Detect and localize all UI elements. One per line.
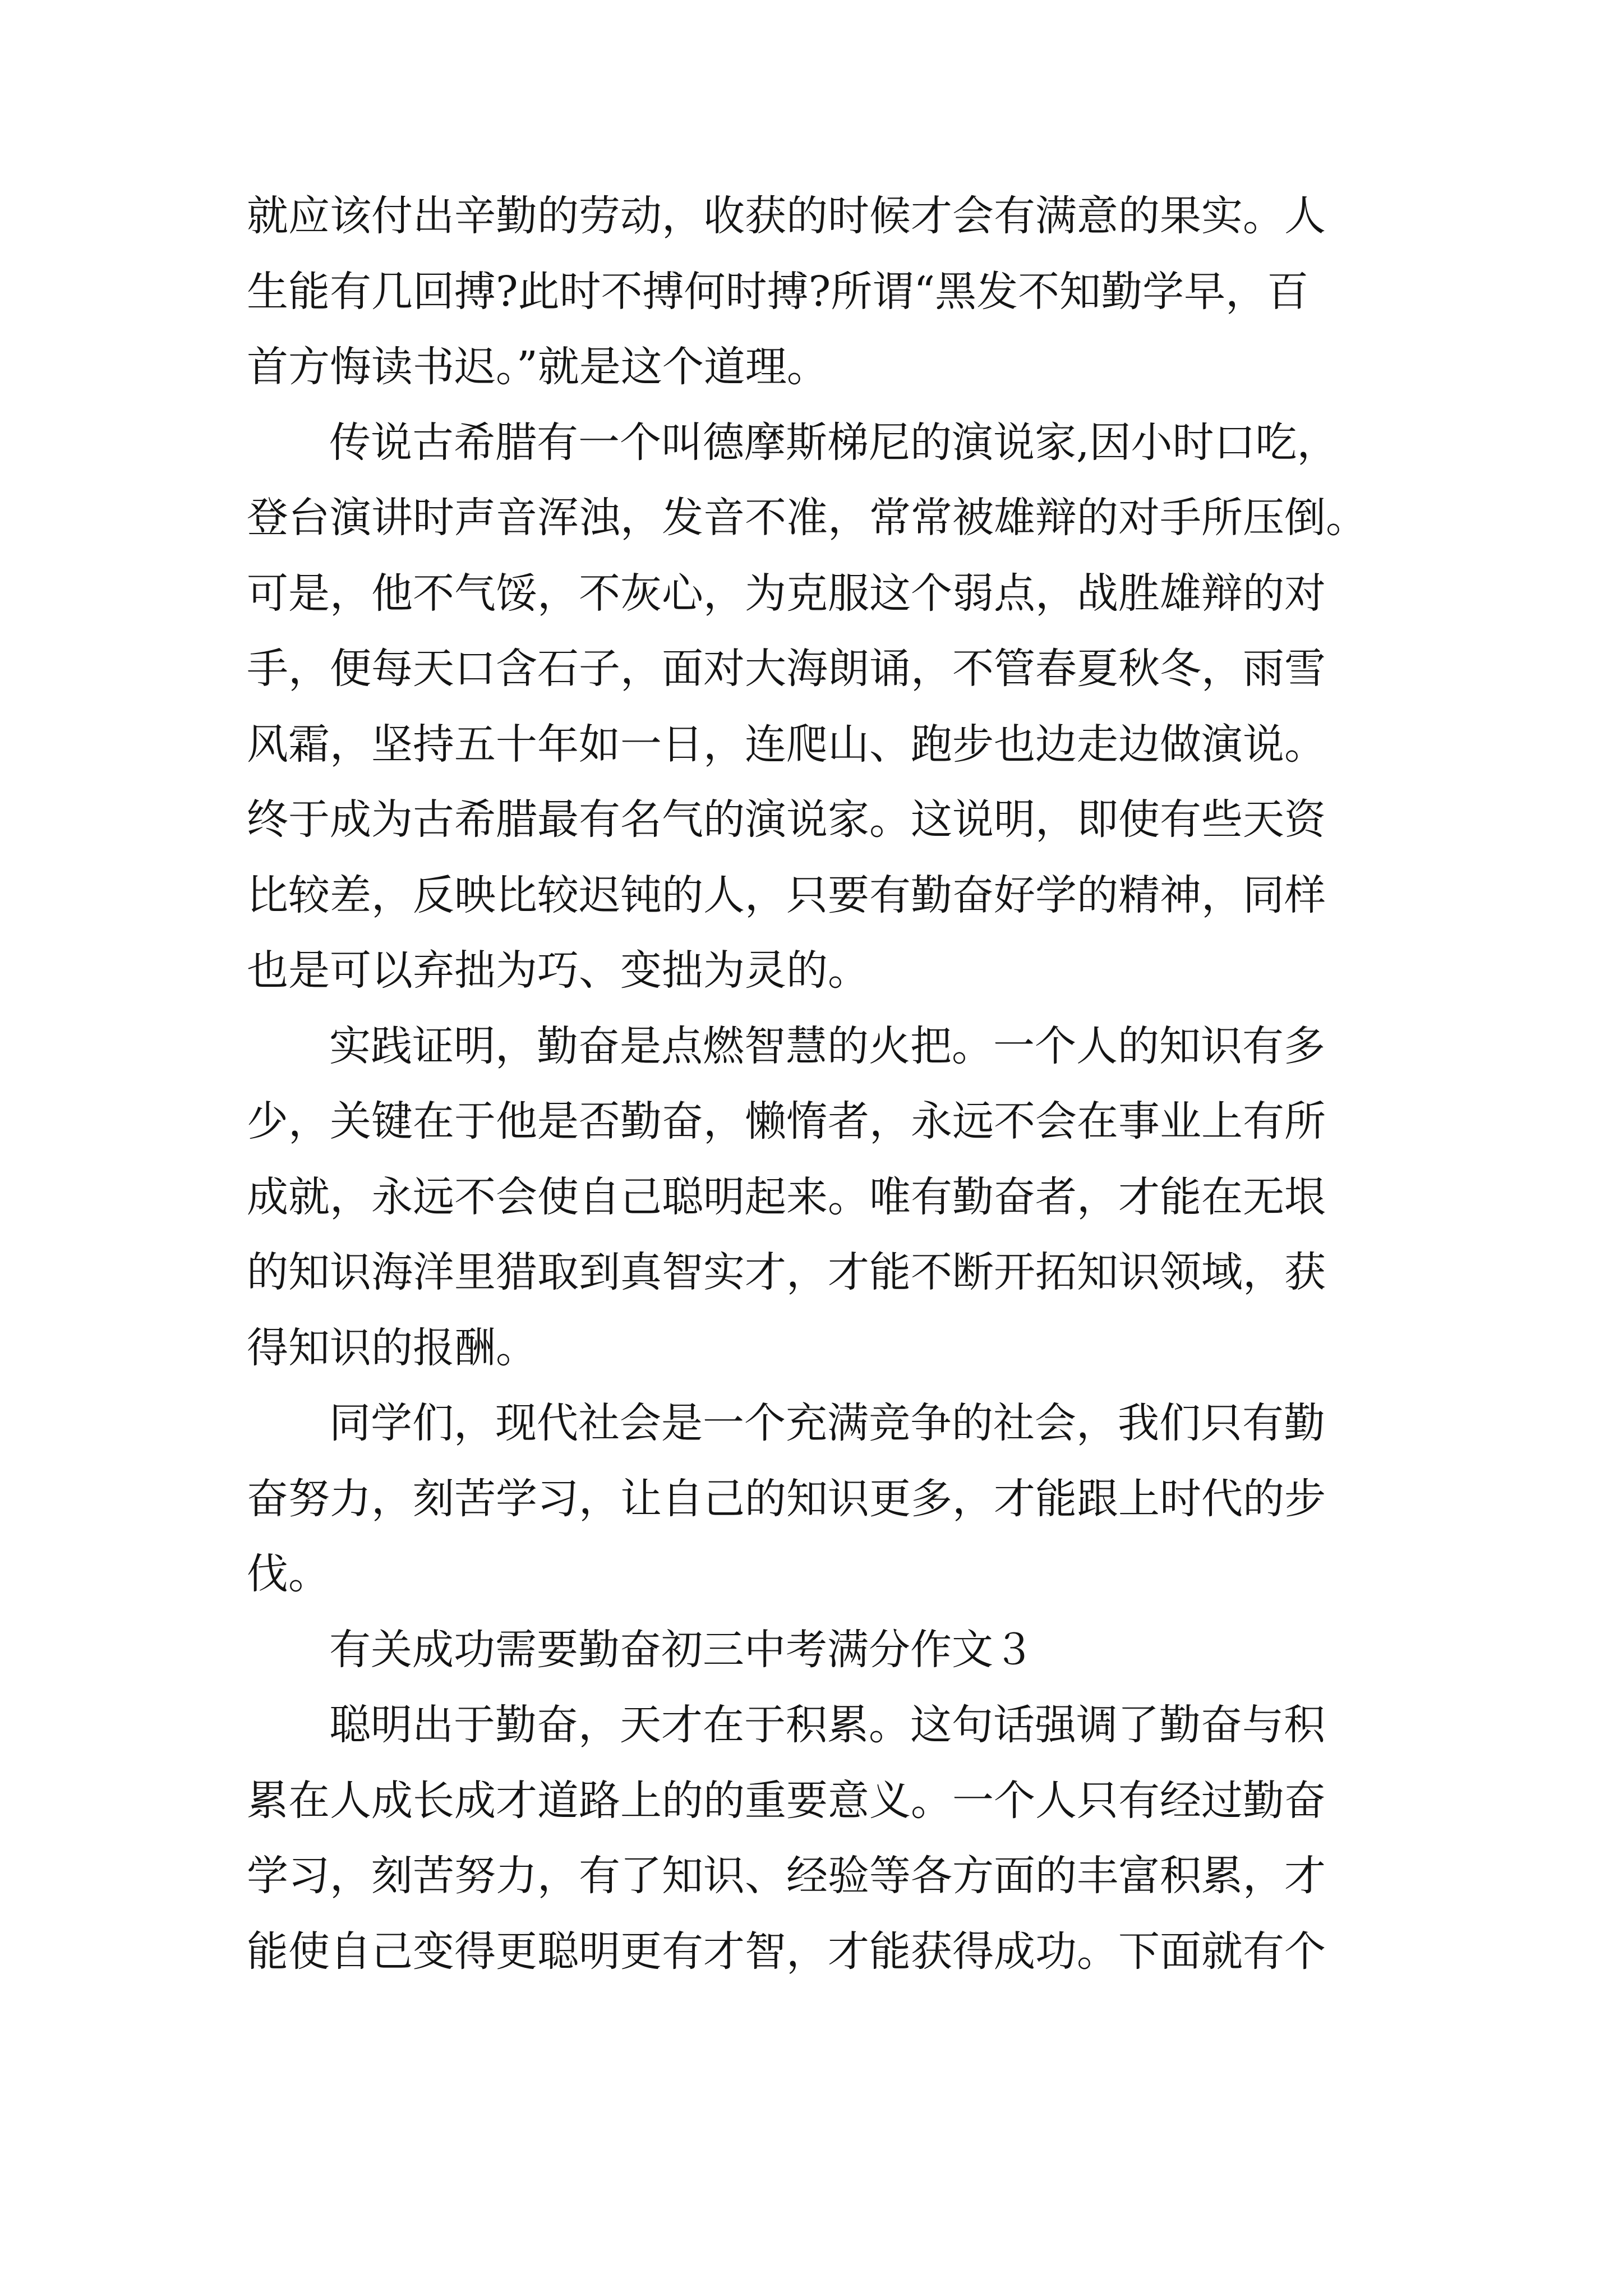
text-line: 累在人成长成才道路上的的重要意义。一个人只有经过勤奋 [247,1777,1326,1825]
text-line: 可是，他不气馁，不灰心，为克服这个弱点，战胜雄辩的对 [247,569,1326,618]
text-line: 手，便每天口含石子，面对大海朗诵，不管春夏秋冬，雨雪 [247,645,1326,693]
text-line: 少，关键在于他是否勤奋，懒惰者，永远不会在事业上有所 [247,1097,1326,1145]
text-line: 实践证明，勤奋是点燃智慧的火把。一个人的知识有多 [329,1022,1325,1070]
text-line: 就应该付出辛勤的劳动，收获的时候才会有满意的果实。人 [247,192,1326,240]
text-line: 能使自己变得更聪明更有才智，才能获得成功。下面就有个 [247,1927,1326,1976]
text-line: 比较差，反映比较迟钝的人，只要有勤奋好学的精神，同样 [247,871,1326,919]
text-line: 终于成为古希腊最有名气的演说家。这说明，即使有些天资 [247,795,1326,844]
text-line: 同学们，现代社会是一个充满竞争的社会，我们只有勤 [329,1399,1325,1447]
text-line: 首方悔读书迟。”就是这个道理。 [247,343,828,391]
text-line: 风霜，坚持五十年如一日，连爬山、跑步也边走边做演说。 [247,720,1326,769]
text-line: 成就，永远不会使自己聪明起来。唯有勤奋者，才能在无垠 [247,1173,1326,1221]
text-line: 也是可以弃拙为巧、变拙为灵的。 [247,946,869,995]
text-line: 学习，刻苦努力，有了知识、经验等各方面的丰富积累，才 [247,1852,1326,1900]
text-line: 得知识的报酬。 [247,1324,537,1372]
text-line: 的知识海洋里猎取到真智实才，才能不断开拓知识领域，获 [247,1248,1326,1296]
text-line: 奋努力，刻苦学习，让自己的知识更多，才能跟上时代的步 [247,1475,1326,1523]
text-line: 生能有几回搏?此时不搏何时搏?所谓“黑发不知勤学早，百 [247,268,1309,316]
text-line: 伐。 [247,1550,330,1598]
text-line: 传说古希腊有一个叫德摩斯梯尼的演说家,因小时口吃， [329,418,1339,467]
text-line: 聪明出于勤奋，天才在于积累。这句话强调了勤奋与积 [329,1701,1325,1749]
section-heading: 有关成功需要勤奋初三中考满分作文３ [329,1626,1035,1674]
text-line: 登台演讲时声音浑浊，发音不准，常常被雄辩的对手所压倒。 [247,494,1367,542]
